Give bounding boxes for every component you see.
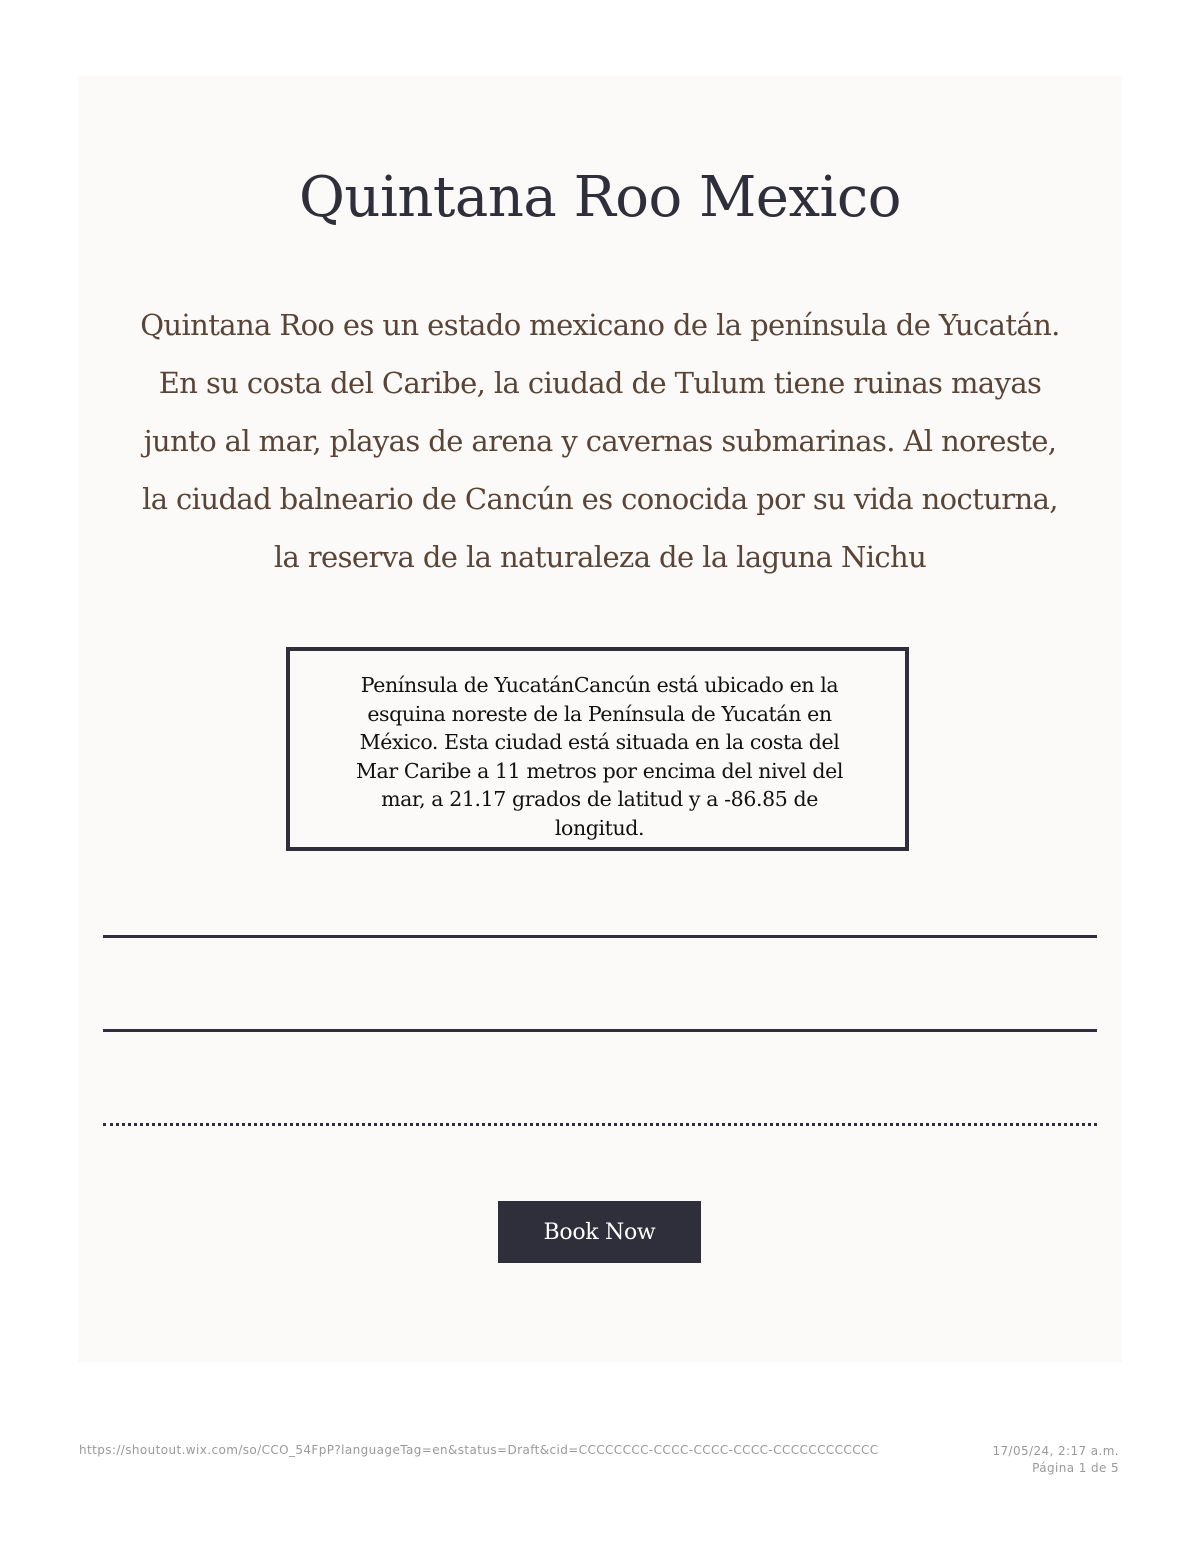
info-line: mar, a 21.17 grados de latitud y a -86.85 de	[381, 787, 818, 811]
intro-line: En su costa del Caribe, la ciudad de Tulum tiene ruinas mayas	[158, 366, 1042, 400]
info-line: México. Esta ciudad está situada en la costa del	[359, 730, 840, 754]
info-box	[286, 647, 909, 851]
footer-meta	[992, 1443, 1119, 1477]
info-line: Mar Caribe a 11 metros por encima del nivel del	[355, 758, 844, 783]
divider-line	[103, 935, 1097, 938]
intro-line: junto al mar, playas de arena y cavernas submarinas. Al noreste,	[143, 424, 1057, 458]
footer-page-number: Página 1 de 5	[1032, 1461, 1119, 1475]
divider-line	[103, 1029, 1097, 1032]
footer-datetime: 17/05/24, 2:17 a.m.	[992, 1444, 1119, 1458]
book-now-button[interactable]: Book Now	[498, 1201, 701, 1263]
info-line: Península de YucatánCancún está ubicado en la	[360, 673, 839, 697]
info-box-text	[338, 671, 861, 842]
intro-paragraph	[100, 296, 1100, 586]
info-line: longitud.	[554, 815, 645, 840]
dotted-divider	[103, 1123, 1097, 1126]
footer-url[interactable]: https://shoutout.wix.com/so/CCO_54FpP?languageTag=en&status=Draft&cid=CCCCCCCC-CCCC-CCCC-CCCC-CCCCCCCCCCCC	[79, 1443, 879, 1457]
page-title: Quintana Roo Mexico	[298, 165, 902, 230]
info-line: esquina noreste de la Península de Yucatán en	[367, 701, 832, 726]
intro-line: Quintana Roo es un estado mexicano de la península de Yucatán.	[140, 308, 1060, 342]
intro-line: la ciudad balneario de Cancún es conocida por su vida nocturna,	[142, 482, 1058, 516]
intro-line: la reserva de la naturaleza de la laguna Nichu	[273, 540, 927, 574]
